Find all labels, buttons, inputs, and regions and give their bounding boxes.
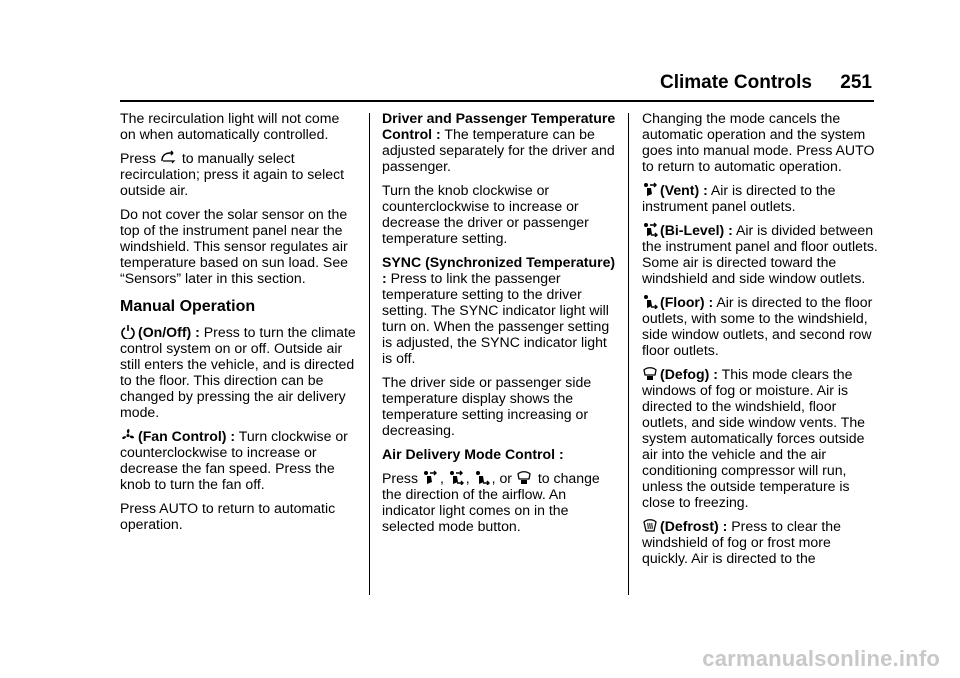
fan-icon bbox=[120, 428, 136, 443]
text: to change the direction of the airflow. An indicator light comes on in the selected mode button. bbox=[382, 470, 600, 534]
text: The temperature can be adjusted separately for the driver and passenger. bbox=[382, 126, 615, 174]
text: Press to link the passenger temperature setting to the driver setting. The SYNC indicator light will turn on. When the passenger setting is adjusted, the SYNC indicator light is off. bbox=[382, 270, 610, 366]
paragraph: Changing the mode cancels the automatic operation and the system goes into manual mode. Press AUTO to return to automatic operation. bbox=[642, 110, 875, 174]
bi-level-icon bbox=[642, 222, 658, 237]
paragraph: Turn the knob clockwise or counterclockwise to increase or decrease the driver or passenger temperature setting. bbox=[382, 182, 589, 246]
bi-level-icon bbox=[448, 470, 464, 485]
text: , bbox=[439, 470, 444, 486]
text: to manually select recirculation; press it again to select outside air. bbox=[120, 150, 345, 198]
term: (Fan Control) : bbox=[138, 428, 236, 444]
term: SYNC (Synchronized Temperature) : bbox=[382, 254, 616, 286]
paragraph bbox=[642, 182, 878, 214]
page-header bbox=[120, 70, 874, 102]
text: , bbox=[465, 470, 470, 486]
paragraph: The recirculation light will not come on when automatically controlled. bbox=[120, 110, 340, 142]
text: Air is divided between the instrument panel and floor outlets. Some air is directed toward the windshield and side window outlets. bbox=[642, 222, 878, 286]
floor-icon bbox=[474, 470, 490, 485]
text: , or bbox=[491, 470, 513, 486]
column-1 bbox=[120, 110, 356, 540]
defog-icon bbox=[642, 366, 658, 381]
vent-icon bbox=[642, 182, 658, 197]
paragraph bbox=[642, 366, 878, 510]
column-2 bbox=[382, 110, 618, 542]
text: This mode clears the windows of fog or moisture. Air is directed to the windshield, floor outlets, and side window vents. The system automatically forces outside air into the vehicle and the air conditioning compressor will run, unless the outside temperature is close to freezing. bbox=[642, 366, 866, 510]
paragraph: Press AUTO to return to automatic operation. bbox=[120, 500, 336, 532]
text: Press bbox=[382, 470, 419, 486]
column-3 bbox=[642, 110, 878, 574]
paragraph bbox=[120, 428, 356, 492]
paragraph bbox=[382, 110, 618, 174]
column-divider bbox=[628, 113, 629, 595]
term: (Defog) : bbox=[660, 366, 718, 382]
paragraph bbox=[120, 150, 356, 198]
section-heading: Manual Operation bbox=[120, 298, 256, 315]
paragraph bbox=[642, 222, 878, 286]
power-icon bbox=[120, 324, 136, 339]
term: (Bi-Level) : bbox=[660, 222, 733, 238]
term: (Floor) : bbox=[660, 294, 714, 310]
paragraph bbox=[382, 254, 618, 366]
vent-icon bbox=[422, 470, 438, 485]
term: (Vent) : bbox=[660, 182, 708, 198]
defog-icon bbox=[516, 470, 532, 485]
paragraph: Do not cover the solar sensor on the top of the instrument panel near the windshield. This sensor regulates air temperature based on sun load. See “Sensors” later in this section. bbox=[120, 206, 349, 286]
text: Press to clear the windshield of fog or frost more quickly. Air is directed to the bbox=[642, 518, 841, 566]
text: Press bbox=[120, 150, 157, 166]
paragraph bbox=[120, 324, 356, 420]
defrost-icon bbox=[642, 518, 658, 533]
column-divider bbox=[369, 113, 370, 595]
term: Driver and Passenger Temperature Control : bbox=[382, 110, 616, 142]
paragraph: Air Delivery Mode Control : bbox=[382, 446, 564, 462]
paragraph bbox=[642, 294, 878, 358]
text: Press to turn the climate control system on or off. Outside air still enters the vehicle, and is directed to the floor. This direction can be changed by pressing the air delivery mode. bbox=[120, 324, 356, 420]
term: (On/Off) : bbox=[138, 324, 200, 340]
watermark: carmanualsonline.info bbox=[702, 646, 940, 671]
text: Air is directed to the instrument panel outlets. bbox=[642, 182, 836, 214]
recirculation-icon bbox=[160, 150, 176, 165]
paragraph bbox=[642, 518, 878, 566]
floor-icon bbox=[642, 294, 658, 309]
section-title: Climate Controls bbox=[659, 72, 812, 93]
paragraph bbox=[382, 470, 618, 534]
text: Air is directed to the floor outlets, with some to the windshield, side window outlets, and second row floor outlets. bbox=[642, 294, 873, 358]
text: Turn clockwise or counterclockwise to increase or decrease the fan speed. Press the knob to turn the fan off. bbox=[120, 428, 348, 492]
term: (Defrost) : bbox=[660, 518, 728, 534]
paragraph: The driver side or passenger side temperature display shows the temperature setting increasing or decreasing. bbox=[382, 374, 592, 438]
page-number: 251 bbox=[840, 72, 872, 93]
